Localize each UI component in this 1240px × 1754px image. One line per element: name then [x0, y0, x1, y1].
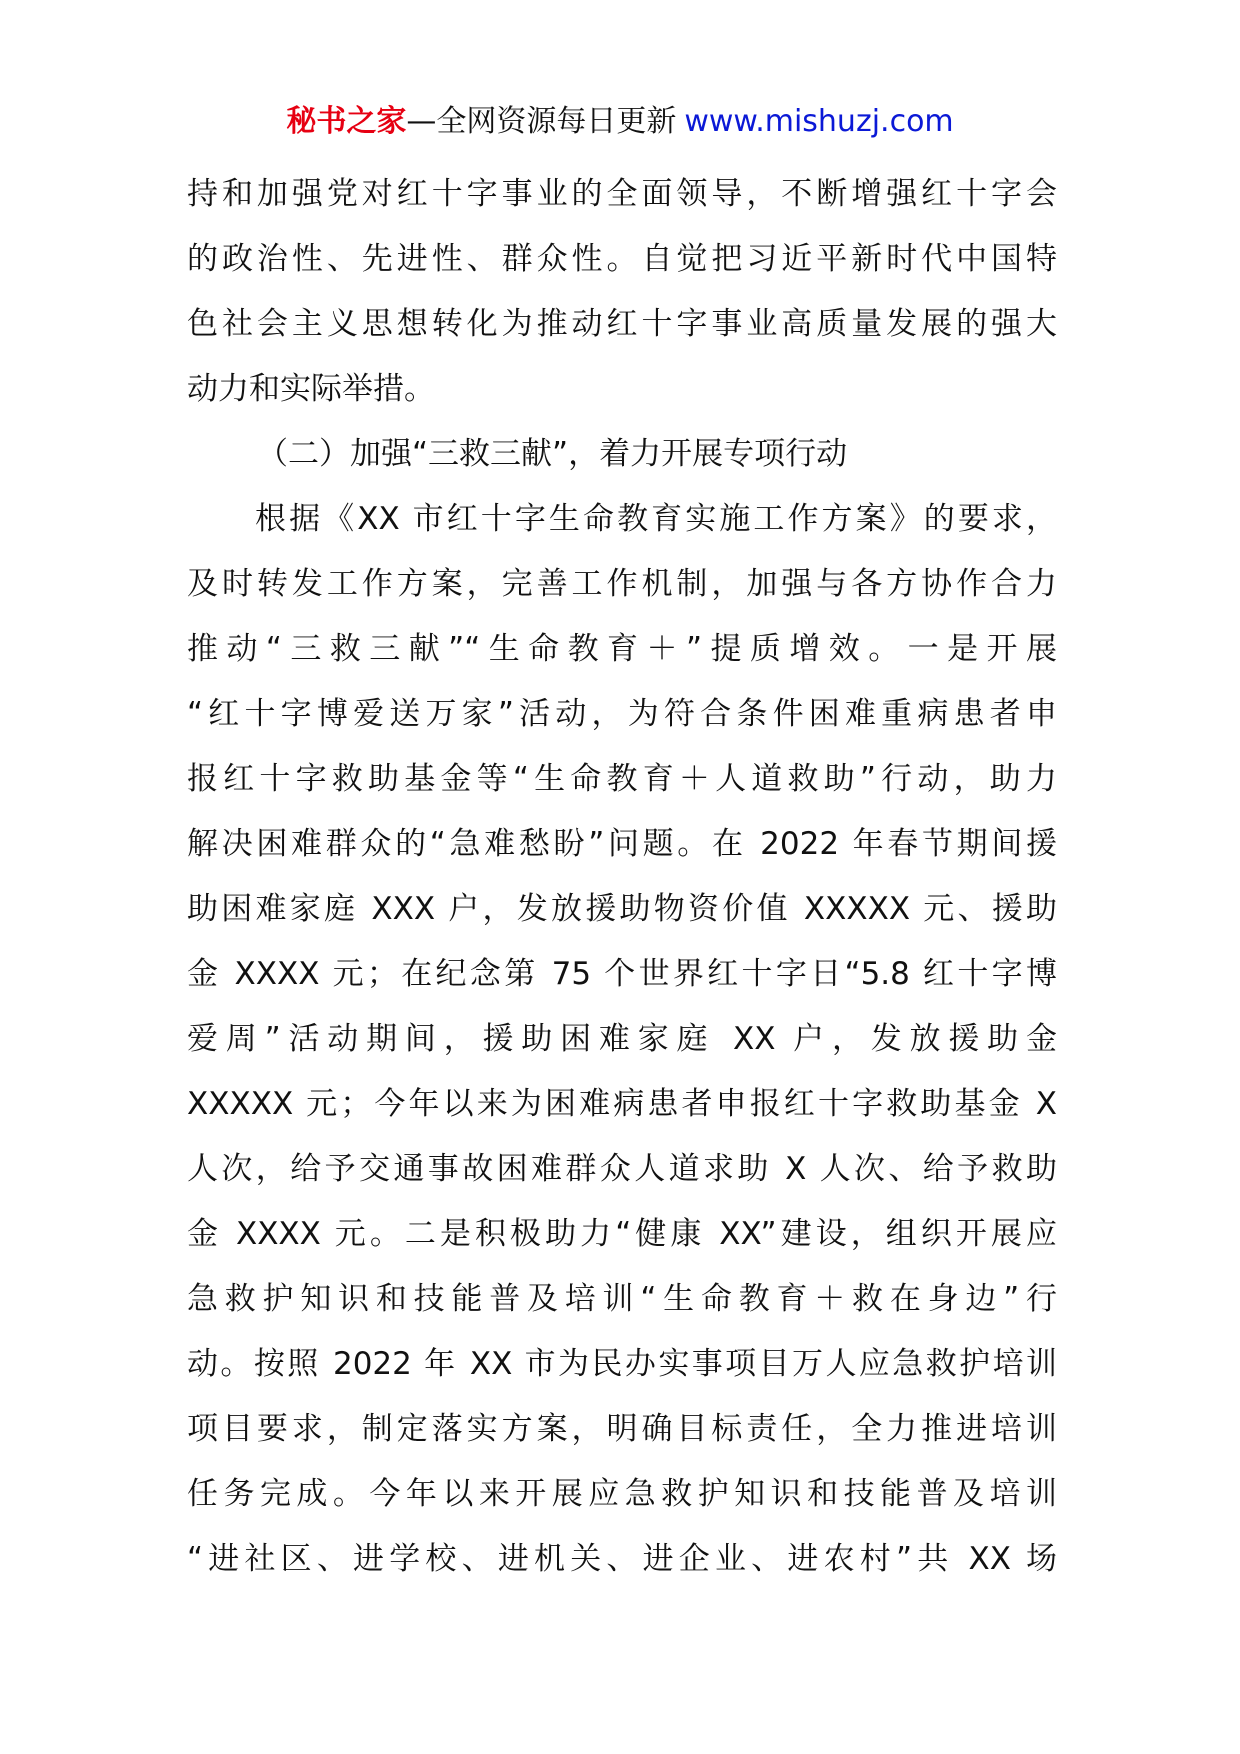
body-line: 爱周”活动期间，援助困难家庭 XX 户，发放援助金 [187, 1021, 1057, 1057]
body-line: 金 XXXX 元；在纪念第 75 个世界红十字日“5.8 红十字博 [187, 956, 1057, 992]
body-line: 色社会主义思想转化为推动红十字事业高质量发展的强大 [187, 306, 1057, 342]
body-line: 的政治性、先进性、群众性。自觉把习近平新时代中国特 [187, 241, 1057, 277]
body-line: 任务完成。今年以来开展应急救护知识和技能普及培训 [187, 1476, 1057, 1512]
brand-name: 秘书之家 [286, 104, 407, 139]
body-line: “进社区、进学校、进机关、进企业、进农村”共 XX 场 [187, 1541, 1057, 1577]
body-line: 推动“三救三献”“生命教育＋”提质增效。一是开展 [187, 631, 1057, 667]
body-line: 急救护知识和技能普及培训“生命教育＋救在身边”行 [187, 1281, 1057, 1317]
body-line: 及时转发工作方案，完善工作机制，加强与各方协作合力 [187, 566, 1057, 602]
page-header [0, 102, 1240, 142]
body-line: 根据《XX 市红十字生命教育实施工作方案》的要求， [255, 501, 1057, 537]
body-line: 人次，给予交通事故困难群众人道求助 X 人次、给予救助 [187, 1151, 1057, 1187]
body-line: 项目要求，制定落实方案，明确目标责任，全力推进培训 [187, 1411, 1057, 1447]
body-line: 报红十字救助基金等“生命教育＋人道救助”行动，助力 [187, 761, 1057, 797]
site-url-link[interactable]: www.mishuzj.com [684, 104, 954, 139]
body-line: “红十字博爱送万家”活动，为符合条件困难重病患者申 [187, 696, 1057, 732]
body-line: 金 XXXX 元。二是积极助力“健康 XX”建设，组织开展应 [187, 1216, 1057, 1252]
body-line: 动。按照 2022 年 XX 市为民办实事项目万人应急救护培训 [187, 1346, 1057, 1382]
document-body [187, 162, 1057, 1592]
body-line: 助困难家庭 XXX 户，发放援助物资价值 XXXXX 元、援助 [187, 891, 1057, 927]
body-line: XXXXX 元；今年以来为困难病患者申报红十字救助基金 X [187, 1086, 1057, 1122]
body-line: 解决困难群众的“急难愁盼”问题。在 2022 年春节期间援 [187, 826, 1057, 862]
body-line: 动力和实际举措。 [187, 371, 435, 407]
body-line: 持和加强党对红十字事业的全面领导，不断增强红十字会 [187, 176, 1057, 212]
header-tagline: —全网资源每日更新 [406, 104, 677, 139]
section-heading: （二）加强“三救三献”，着力开展专项行动 [257, 436, 848, 472]
